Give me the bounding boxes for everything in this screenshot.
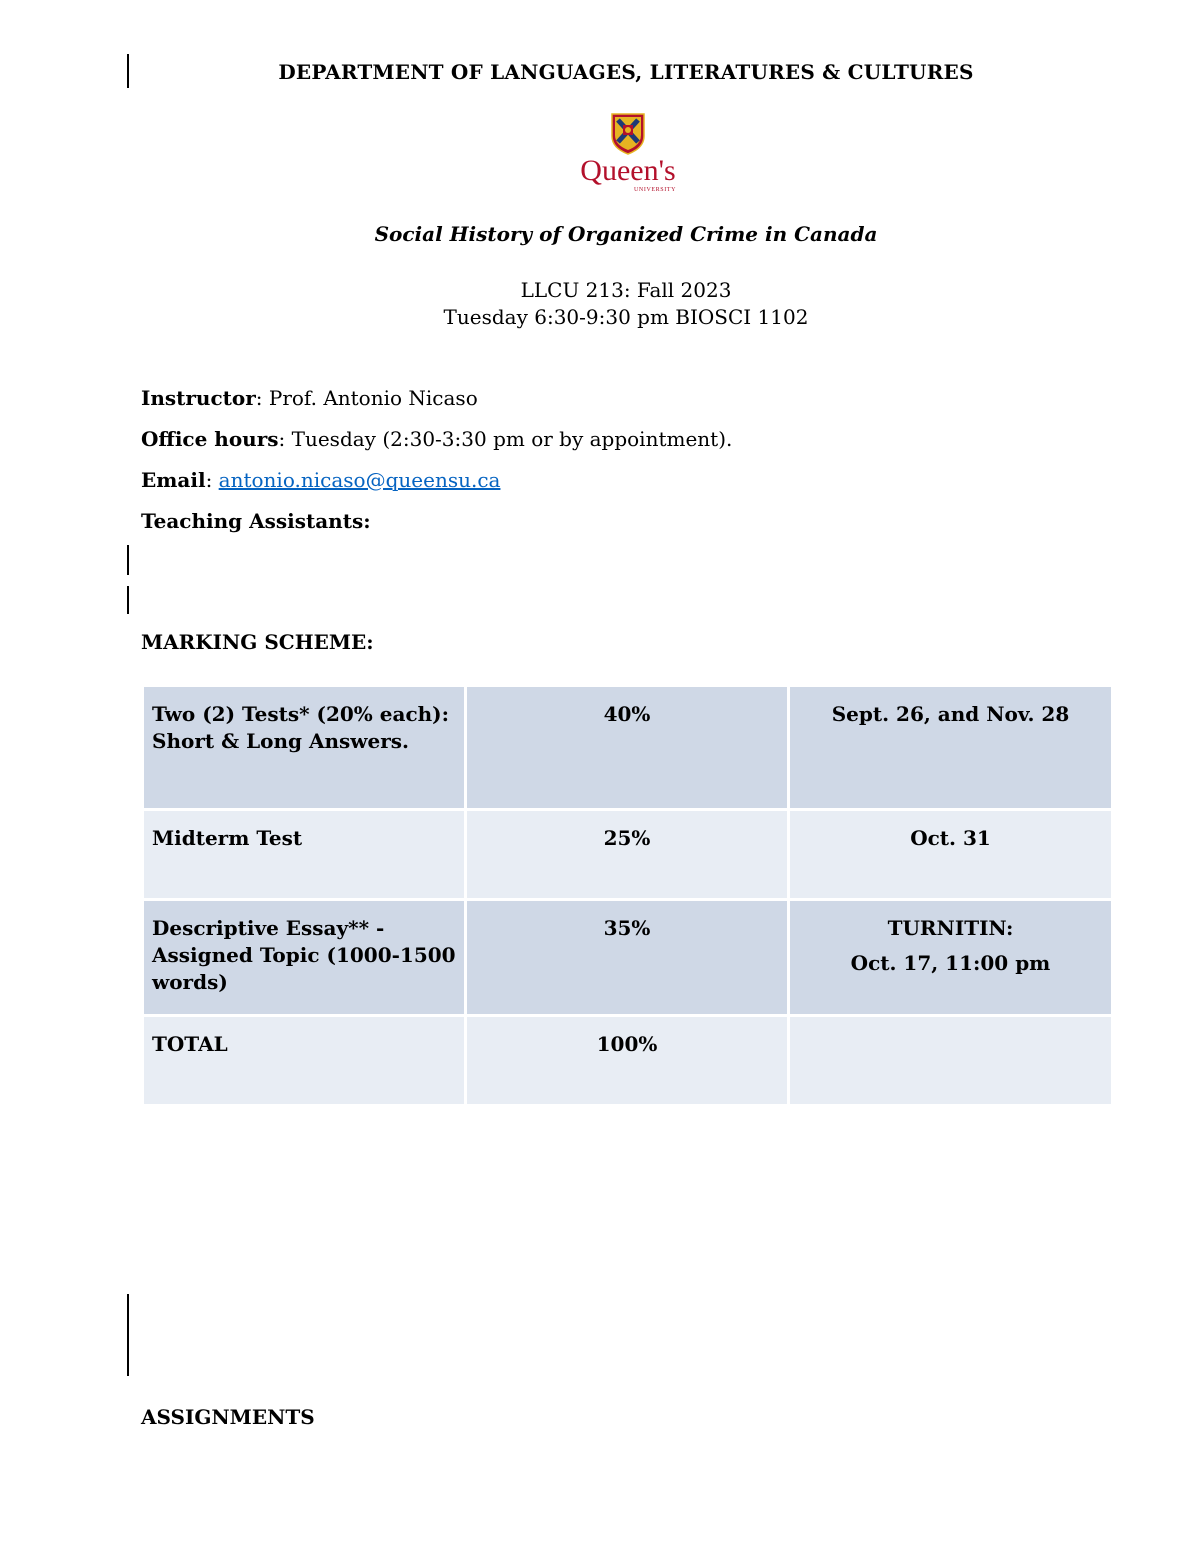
revision-bar xyxy=(127,1294,129,1376)
instructor-line xyxy=(141,386,478,410)
assignments-heading: ASSIGNMENTS xyxy=(141,1405,315,1429)
course-code-term: LLCU 213: Fall 2023 xyxy=(520,278,732,302)
date-cell: Sept. 26, and Nov. 28 xyxy=(789,686,1113,810)
teaching-assistants-label: Teaching Assistants: xyxy=(141,509,371,533)
email-line xyxy=(141,468,500,492)
date-cell: TURNITIN: Oct. 17, 11:00 pm xyxy=(789,900,1113,1016)
weight-cell: 35% xyxy=(466,900,789,1016)
logo-wordmark: Queen's xyxy=(580,154,676,187)
assessment-cell: Midterm Test xyxy=(143,810,466,900)
crest-icon xyxy=(612,114,644,154)
logo-subtext: UNIVERSITY xyxy=(634,187,676,193)
course-title: Social History of Organized Crime in Canada xyxy=(374,222,878,246)
assessment-cell: Descriptive Essay** - Assigned Topic (1000-1500 words) xyxy=(143,900,466,1016)
assessment-cell: TOTAL xyxy=(143,1016,466,1106)
weight-cell: 40% xyxy=(466,686,789,810)
table-row xyxy=(143,810,1113,900)
date-cell: Oct. 31 xyxy=(789,810,1113,900)
weight-cell: 100% xyxy=(466,1016,789,1106)
weight-cell: 25% xyxy=(466,810,789,900)
instructor-label: Instructor xyxy=(141,386,256,410)
email-label: Email xyxy=(141,468,206,492)
revision-bar xyxy=(127,586,129,614)
marking-scheme-heading: MARKING SCHEME: xyxy=(141,630,374,654)
email-separator: : xyxy=(205,468,219,492)
queens-university-logo xyxy=(568,112,688,194)
table-row xyxy=(143,900,1113,1016)
email-link[interactable]: antonio.nicaso@queensu.ca xyxy=(218,468,501,492)
teaching-assistants-line xyxy=(141,509,371,533)
instructor-value: : Prof. Antonio Nicaso xyxy=(255,386,478,410)
date-cell xyxy=(789,1016,1113,1106)
department-heading: DEPARTMENT OF LANGUAGES, LITERATURES & CULTURES xyxy=(278,60,974,84)
revision-bar xyxy=(127,545,129,575)
office-hours-value: : Tuesday (2:30-3:30 pm or by appointment). xyxy=(278,427,733,451)
course-schedule: Tuesday 6:30-9:30 pm BIOSCI 1102 xyxy=(443,305,809,329)
marking-scheme-table xyxy=(141,684,1114,1107)
table-row xyxy=(143,686,1113,810)
table-row xyxy=(143,1016,1113,1106)
office-hours-line xyxy=(141,427,732,451)
assessment-cell: Two (2) Tests* (20% each): Short & Long Answers. xyxy=(143,686,466,810)
office-hours-label: Office hours xyxy=(141,427,279,451)
